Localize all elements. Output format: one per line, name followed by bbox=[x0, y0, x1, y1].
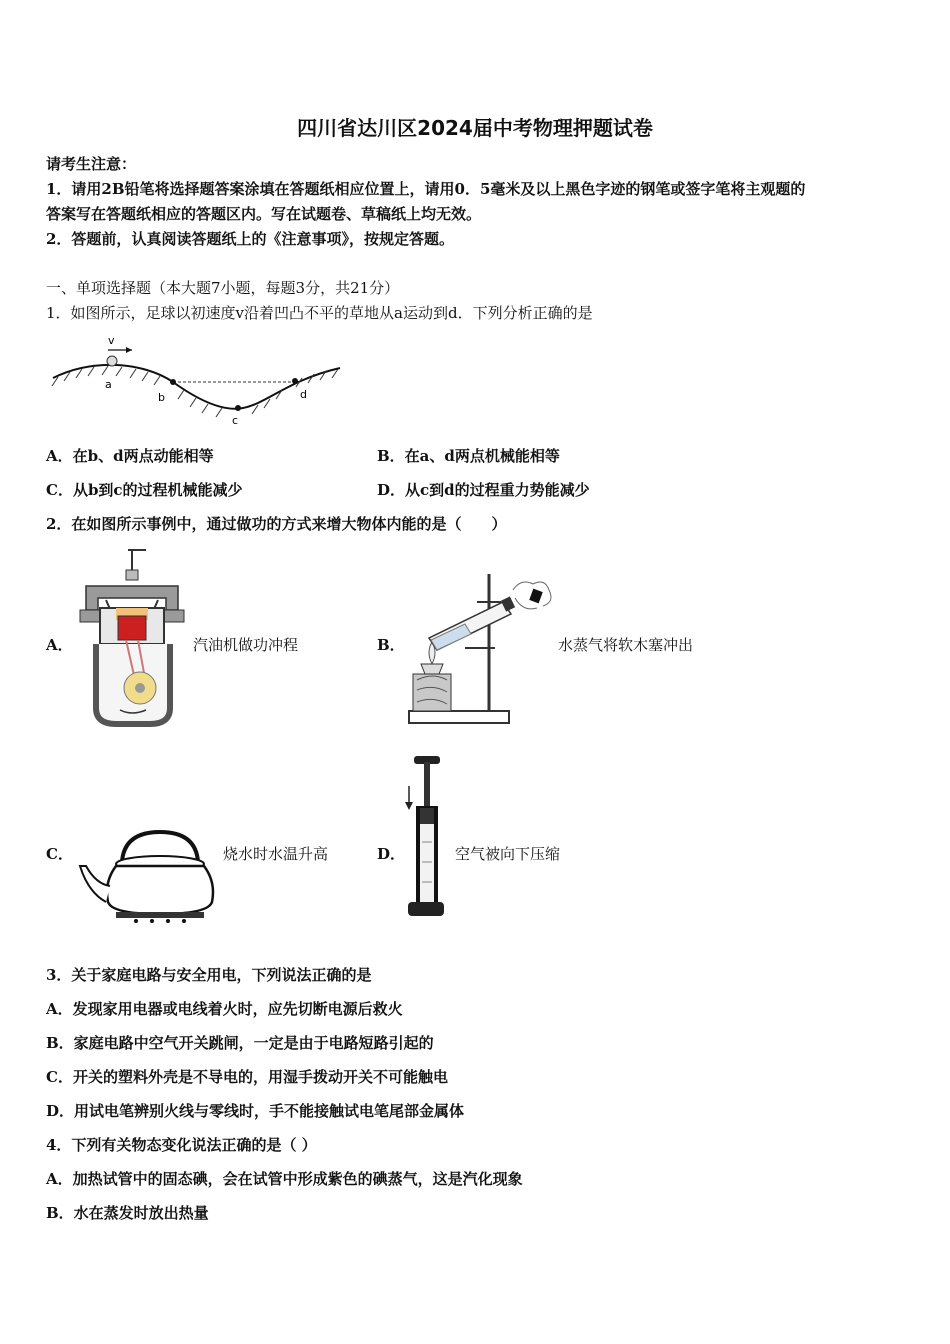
grass-hatching bbox=[52, 366, 338, 417]
piston bbox=[118, 616, 146, 640]
label-c: c bbox=[232, 414, 239, 427]
steam-cork-figure bbox=[405, 568, 555, 728]
q2-option-a-caption: 汽油机做功冲程 bbox=[193, 636, 299, 654]
q3-option-d: D．用试电笔辨别火线与零线时，手不能接触试电笔尾部金属体 bbox=[46, 1102, 465, 1120]
football-ball bbox=[107, 356, 117, 366]
notice-heading: 请考生注意： bbox=[46, 155, 137, 173]
kettle-figure bbox=[76, 822, 222, 924]
label-v: v bbox=[108, 334, 115, 347]
q4-option-b: B．水在蒸发时放出热量 bbox=[46, 1204, 209, 1222]
q4-stem: 4．下列有关物态变化说法正确的是（ ） bbox=[46, 1136, 317, 1154]
gasoline-engine-figure bbox=[76, 548, 191, 728]
q3-option-a: A．发现家用电器或电线着火时，应先切断电源后救火 bbox=[46, 1000, 403, 1018]
q2-stem: 2．在如图所示事例中，通过做功的方式来增大物体内能的是（ ） bbox=[46, 515, 507, 533]
q2-option-b-letter: B． bbox=[377, 636, 405, 654]
q3-option-c: C．开关的塑料外壳是不导电的，用湿手拨动开关不可能触电 bbox=[46, 1068, 448, 1086]
label-b: b bbox=[158, 391, 165, 404]
q2-option-a-letter: A． bbox=[46, 636, 73, 654]
kettle-spout bbox=[80, 866, 110, 902]
section-heading: 一、单项选择题（本大题7小题，每题3分，共21分） bbox=[46, 279, 400, 297]
point-d-dot bbox=[292, 378, 298, 384]
terrain-curve bbox=[53, 365, 340, 409]
label-a: a bbox=[105, 378, 112, 391]
q1-option-c: C．从b到c的过程机械能减少 bbox=[46, 481, 243, 499]
q3-option-b: B．家庭电路中空气开关跳闸，一定是由于电路短路引起的 bbox=[46, 1034, 434, 1052]
q2-option-d-letter: D． bbox=[377, 845, 406, 863]
air-compression-figure bbox=[400, 752, 452, 922]
kettle-body bbox=[107, 866, 213, 914]
notice-item-1-line-2: 答案写在答题纸相应的答题区内。写在试题卷、草稿纸上均无效。 bbox=[46, 205, 482, 223]
cork bbox=[529, 589, 543, 604]
point-c-dot bbox=[235, 405, 241, 411]
q2-option-c-caption: 烧水时水温升高 bbox=[223, 845, 329, 863]
page-title: 四川省达川区2024届中考物理押题试卷 bbox=[297, 116, 653, 140]
q2-option-c-letter: C． bbox=[46, 845, 73, 863]
q1-stem: 1．如图所示，足球以初速度v沿着凹凸不平的草地从a运动到d．下列分析正确的是 bbox=[46, 304, 593, 322]
q1-terrain-figure bbox=[48, 330, 346, 428]
point-b-dot bbox=[170, 379, 176, 385]
q1-option-b: B．在a、d两点机械能相等 bbox=[377, 447, 560, 465]
piston-head bbox=[420, 808, 434, 824]
q2-option-b-caption: 水蒸气将软木塞冲出 bbox=[558, 636, 694, 654]
q1-option-a: A．在b、d两点动能相等 bbox=[46, 447, 214, 465]
notice-item-1-line-1: 1．请用2B铅笔将选择题答案涂填在答题纸相应位置上，请用0．5毫米及以上黑色字迹的钢笔或签字笔将主观题的 bbox=[46, 180, 806, 198]
label-d: d bbox=[300, 388, 307, 401]
q1-option-d: D．从c到d的过程重力势能减少 bbox=[377, 481, 590, 499]
q3-stem: 3．关于家庭电路与安全用电，下列说法正确的是 bbox=[46, 966, 372, 984]
q2-option-d-caption: 空气被向下压缩 bbox=[455, 845, 561, 863]
q4-option-a: A．加热试管中的固态碘，会在试管中形成紫色的碘蒸气，这是汽化现象 bbox=[46, 1170, 523, 1188]
notice-item-2: 2．答题前，认真阅读答题纸上的《注意事项》，按规定答题。 bbox=[46, 230, 454, 248]
